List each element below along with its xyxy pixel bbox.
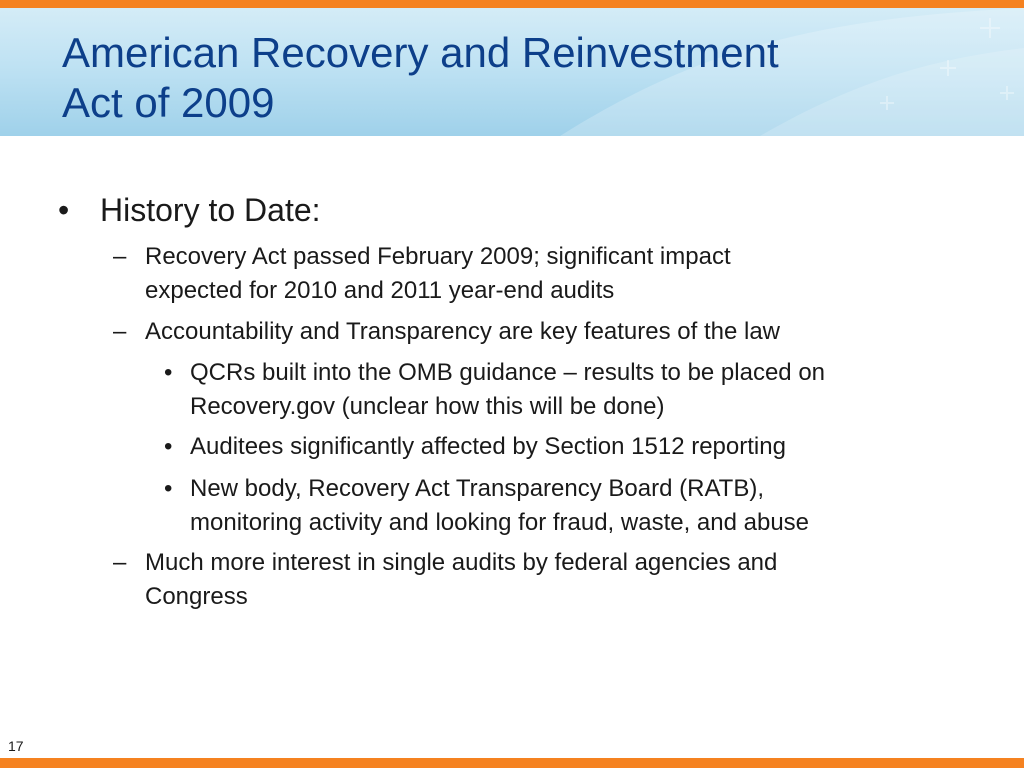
dash-marker: – xyxy=(113,243,127,270)
text-line: expected for 2010 and 2011 year-end audits xyxy=(145,277,615,304)
sub-item-text xyxy=(145,546,935,614)
text-line: Recovery Act passed February 2009; significant impact xyxy=(145,243,731,270)
header-band xyxy=(0,8,1024,136)
heading-text: History to Date: xyxy=(100,192,321,228)
text-line: Much more interest in single audits by federal agencies and xyxy=(145,549,778,576)
text-line: Congress xyxy=(145,583,248,610)
bottom-accent-bar xyxy=(0,758,1024,768)
bullet-marker: • xyxy=(164,475,173,502)
page-number: 17 xyxy=(8,738,24,754)
sub-item-text: Accountability and Transparency are key features of the law xyxy=(145,318,781,345)
top-accent-bar xyxy=(0,0,1024,8)
sub-sub-item-text xyxy=(190,472,990,540)
text-line: New body, Recovery Act Transparency Board (RATB), xyxy=(190,475,764,502)
dash-marker: – xyxy=(113,318,127,345)
slide-title xyxy=(62,28,1002,128)
sub-item-text xyxy=(145,240,935,308)
slide-title-line-2: Act of 2009 xyxy=(62,79,275,126)
sub-sub-item-text: Auditees significantly affected by Section 1512 reporting xyxy=(190,433,786,460)
text-line: monitoring activity and looking for fraud, waste, and abuse xyxy=(190,509,810,536)
dash-marker: – xyxy=(113,549,127,576)
text-line: QCRs built into the OMB guidance – results to be placed on xyxy=(190,359,826,386)
sub-sub-item-text xyxy=(190,356,990,424)
bullet-marker: • xyxy=(164,359,173,386)
bullet-marker: • xyxy=(164,433,173,460)
text-line: Recovery.gov (unclear how this will be done) xyxy=(190,393,665,420)
slide-title-line-1: American Recovery and Reinvestment xyxy=(62,29,779,76)
bullet-marker: • xyxy=(58,192,70,228)
